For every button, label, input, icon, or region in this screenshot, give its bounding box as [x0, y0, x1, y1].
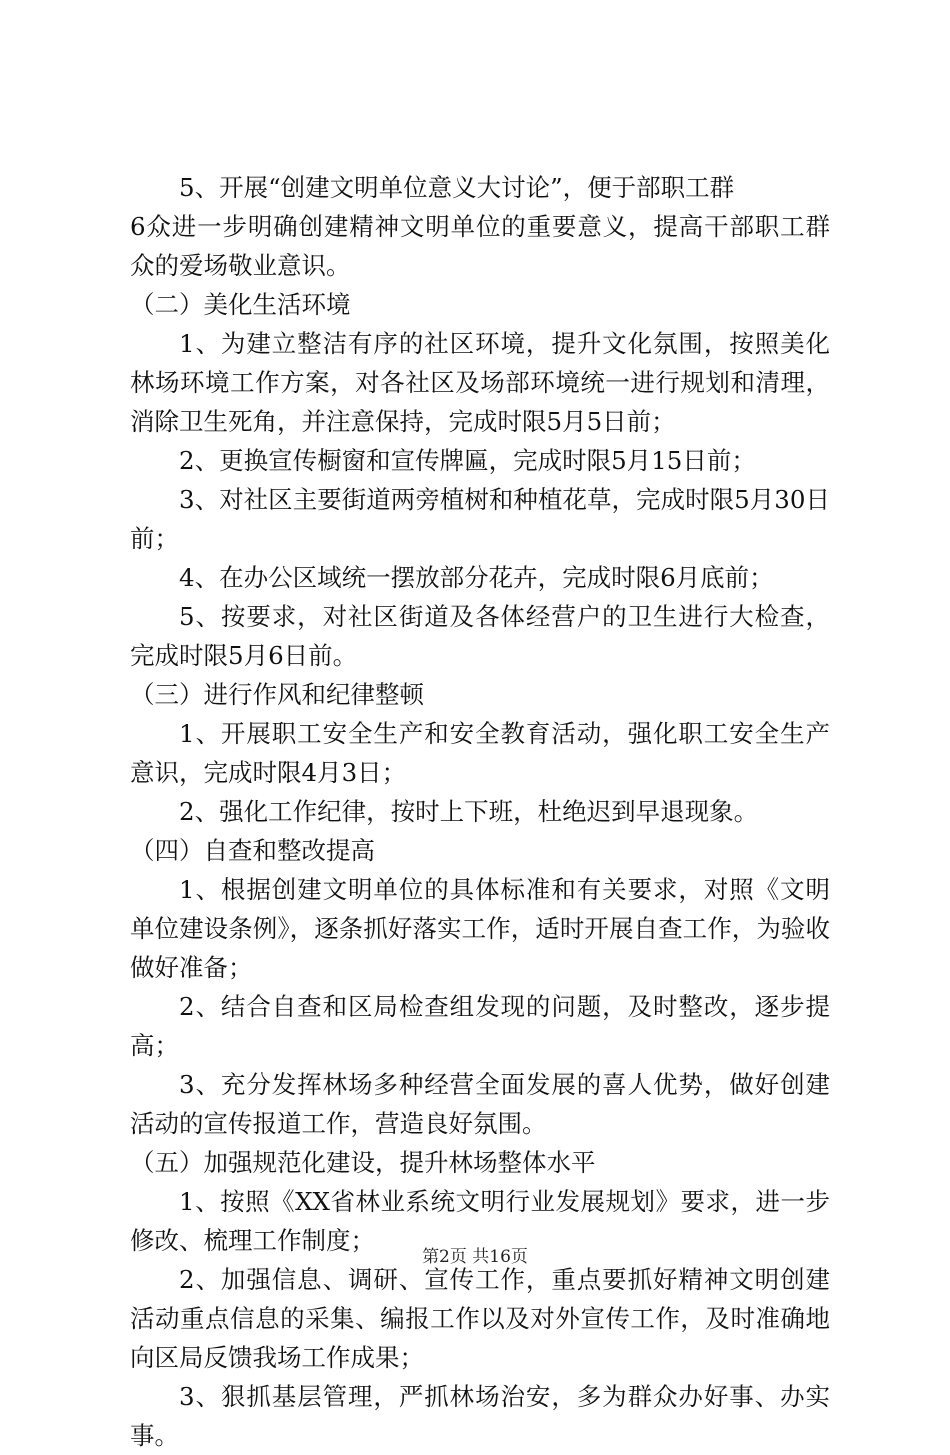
paragraph: 2、结合自查和区局检查组发现的问题，及时整改，逐步提高；: [130, 992, 830, 1060]
paragraph: 5、按要求，对社区街道及各体经营户的卫生进行大检查，完成时限5月6日前。: [130, 602, 830, 670]
section-heading: （二）美化生活环境: [130, 290, 351, 319]
paragraph: 4、在办公区域统一摆放部分花卉，完成时限6月底前；: [179, 563, 774, 592]
paragraph: 6众进一步明确创建精神文明单位的重要意义，提高干部职工群众的爱场敬业意识。: [130, 212, 830, 280]
section-heading: （四）自查和整改提高: [130, 836, 375, 865]
paragraph: 5、开展“创建文明单位意义大讨论”，便于部职工群: [179, 173, 735, 202]
paragraph: 3、充分发挥林场多种经营全面发展的喜人优势，做好创建活动的宣传报道工作，营造良好氛围。: [130, 1070, 830, 1138]
paragraph: 2、更换宣传橱窗和宣传牌匾，完成时限5月15日前；: [179, 446, 756, 475]
paragraph: 3、对社区主要街道两旁植树和种植花草，完成时限5月30日前；: [130, 485, 830, 553]
page-footer: 第2页 共16页: [422, 1247, 528, 1267]
paragraph: 1、根据创建文明单位的具体标准和有关要求，对照《文明单位建设条例》，逐条抓好落实工作，适时开展自查工作，为验收做好准备；: [130, 875, 830, 982]
paragraph: 1、按照《XX省林业系统文明行业发展规划》要求，进一步修改、梳理工作制度；: [130, 1187, 830, 1255]
paragraph: 1、为建立整洁有序的社区环境，提升文化氛围，按照美化林场环境工作方案，对各社区及场部环境统一进行规划和清理，消除卫生死角，并注意保持，完成时限5月5日前；: [130, 329, 830, 436]
section-heading: （三）进行作风和纪律整顿: [130, 680, 424, 709]
paragraph: 2、加强信息、调研、宣传工作，重点要抓好精神文明创建活动重点信息的采集、编报工作以及对外宣传工作，及时准确地向区局反馈我场工作成果；: [130, 1265, 830, 1372]
section-heading: （五）加强规范化建设，提升林场整体水平: [130, 1148, 596, 1177]
paragraph: 2、强化工作纪律，按时上下班，杜绝迟到早退现象。: [179, 797, 759, 826]
paragraph: 3、狠抓基层管理，严抓林场治安，多为群众办好事、办实事。: [130, 1382, 830, 1450]
paragraph: 1、开展职工安全生产和安全教育活动，强化职工安全生产意识，完成时限4月3日；: [130, 719, 830, 787]
